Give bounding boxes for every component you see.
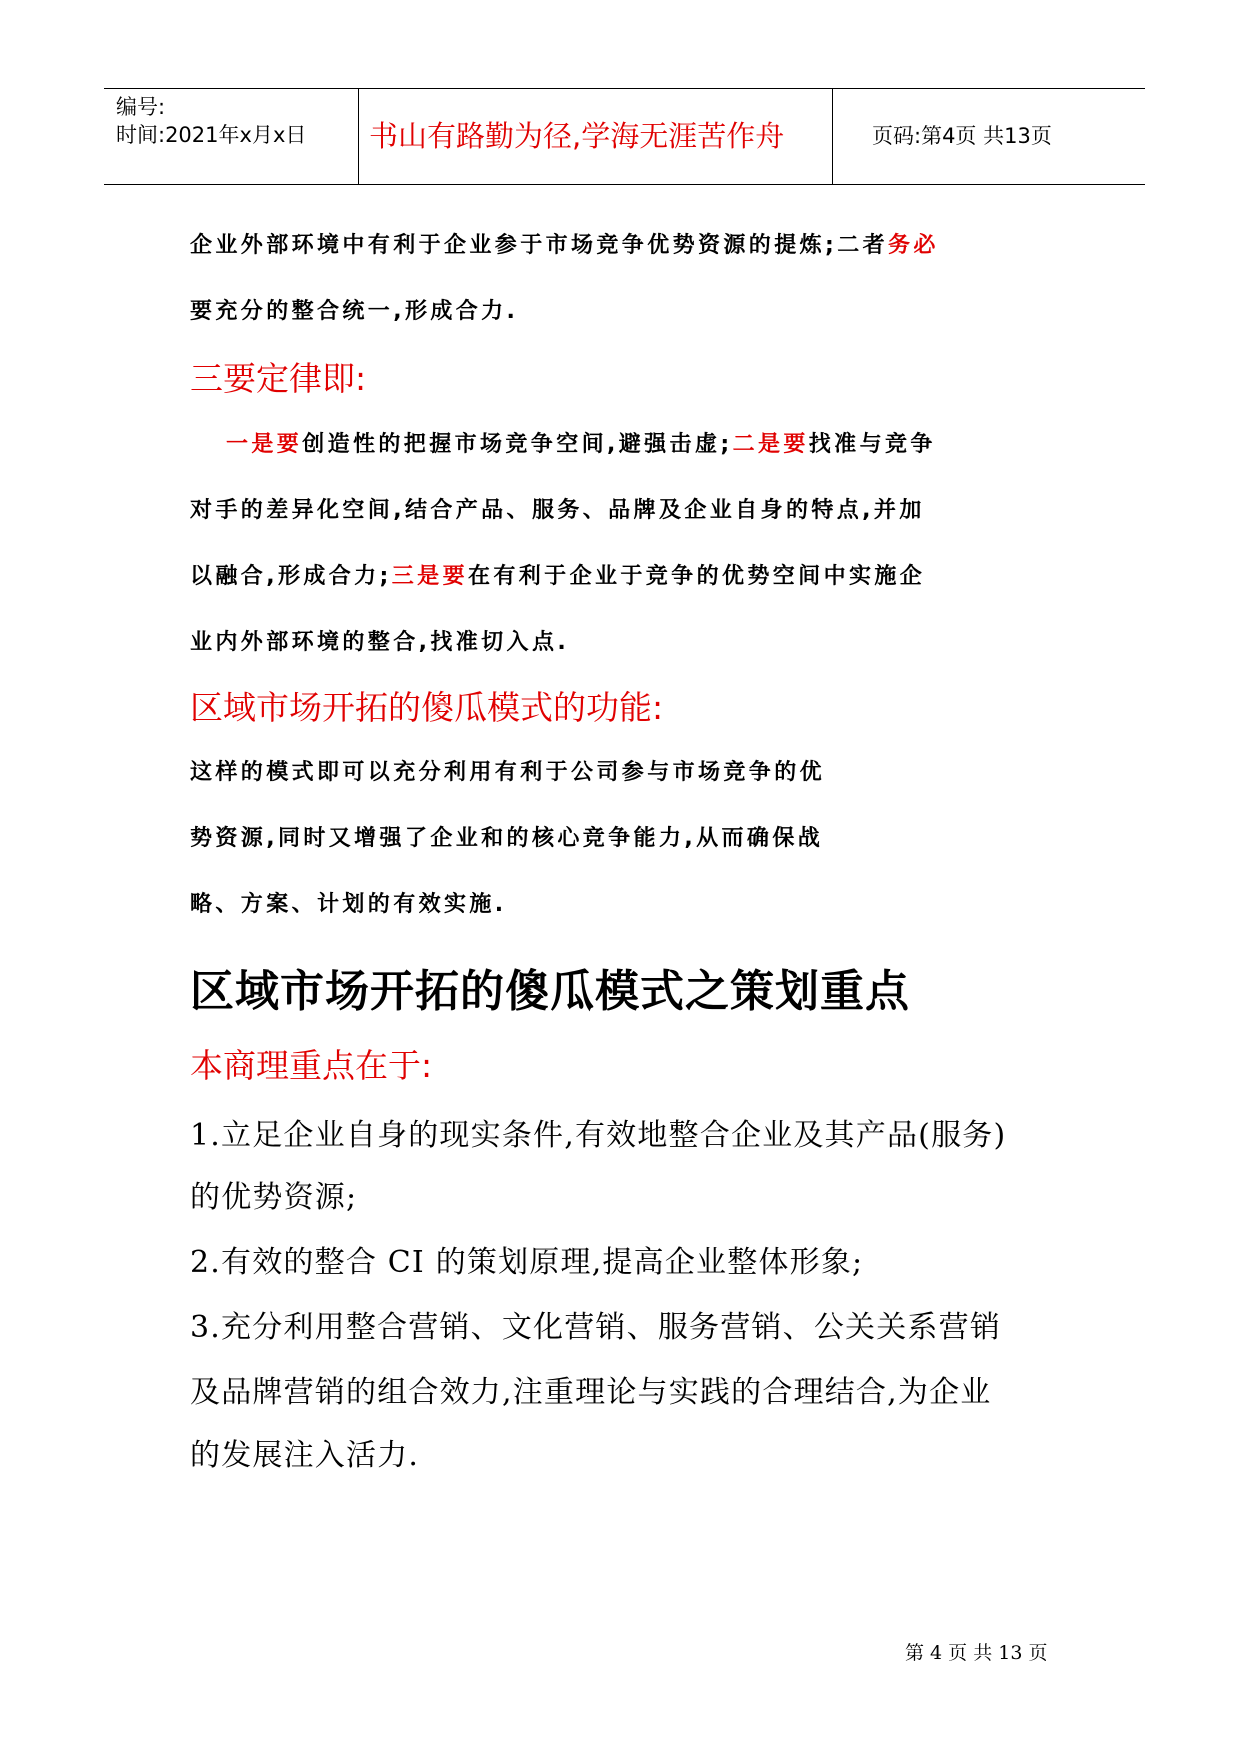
number-label: 编号: xyxy=(116,95,166,119)
list-item: 2.有效的整合 CI 的策划原理,提高企业整体形象; xyxy=(190,1245,864,1280)
header-page-code: 页码:第4页 共13页 xyxy=(872,124,1052,148)
text-run: 以融合,形成合力; xyxy=(190,564,392,589)
section-subheading: 本商理重点在于: xyxy=(190,1046,433,1085)
paragraph-line: 要充分的整合统一,形成合力. xyxy=(190,299,519,324)
text-run-red: 一是要 xyxy=(226,432,303,457)
list-item: 3.充分利用整合营销、文化营销、服务营销、公关关系营销 xyxy=(190,1310,1002,1345)
section-heading: 三要定律即: xyxy=(190,359,367,398)
paragraph-line: 略、方案、计划的有效实施. xyxy=(190,892,507,917)
section-title: 区域市场开拓的傻瓜模式之策划重点 xyxy=(190,966,910,1017)
list-item: 1.立足企业自身的现实条件,有效地整合企业及其产品(服务) xyxy=(190,1118,1007,1153)
paragraph-line xyxy=(190,559,1070,590)
text-run: 找准与竞争 xyxy=(808,432,936,457)
list-item-cont: 的发展注入活力. xyxy=(190,1438,420,1473)
paragraph-line xyxy=(226,427,1106,458)
header-table xyxy=(104,88,1145,185)
paragraph-line: 这样的模式即可以充分利用有利于公司参与市场竞争的优 xyxy=(190,760,826,785)
text-run-red: 务必 xyxy=(888,233,939,258)
text-run-red: 三是要 xyxy=(391,564,468,589)
section-heading: 区域市场开拓的傻瓜模式的功能: xyxy=(190,688,664,727)
text-run: 创造性的把握市场竞争空间,避强击虚; xyxy=(302,432,733,457)
header-divider xyxy=(358,89,359,184)
header-motto: 书山有路勤为径,学海无涯苦作舟 xyxy=(369,119,785,153)
paragraph-line: 势资源,同时又增强了企业和的核心竞争能力,从而确保战 xyxy=(190,826,824,851)
paragraph-line xyxy=(190,228,1070,259)
list-item-cont: 及品牌营销的组合效力,注重理论与实践的合理结合,为企业 xyxy=(190,1375,992,1410)
header-divider xyxy=(832,89,833,184)
header-meta xyxy=(116,89,364,184)
list-item-cont: 的优势资源; xyxy=(190,1180,358,1215)
paragraph-line: 对手的差异化空间,结合产品、服务、品牌及企业自身的特点,并加 xyxy=(190,498,925,523)
text-run: 企业外部环境中有利于企业参于市场竞争优势资源的提炼;二者 xyxy=(190,233,888,258)
time-label: 时间:2021年x月x日 xyxy=(116,123,307,147)
text-run-red: 二是要 xyxy=(732,432,809,457)
text-run: 在有利于企业于竞争的优势空间中实施企 xyxy=(467,564,926,589)
paragraph-line: 业内外部环境的整合,找准切入点. xyxy=(190,630,570,655)
page-footer: 第 4 页 共 13 页 xyxy=(905,1642,1048,1664)
